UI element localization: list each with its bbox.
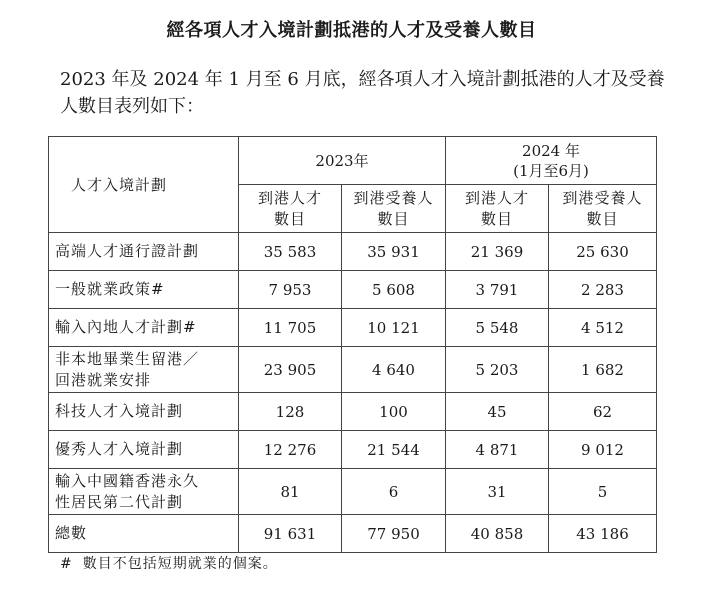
cell-2023-talent: 35 583: [239, 233, 342, 271]
header-plan-label: 人才入境計劃: [71, 176, 168, 194]
document-title: 經各項人才入境計劃抵港的人才及受養人數目: [166, 20, 537, 41]
table-row: [49, 233, 657, 271]
intro-paragraph: 2023 年及 2024 年 1 月至 6 月底，經各項人才入境計劃抵港的人才及受養人數目表列如下：: [60, 69, 665, 117]
cell-2024-dependant: 2 283: [549, 271, 657, 309]
header-2024-dependant-line2: 數目: [586, 209, 619, 228]
header-2024-talent-line2: 數目: [480, 209, 513, 228]
footnote-mark: #: [60, 556, 73, 572]
row-plan-name-line1: 一般就業政策#: [55, 280, 165, 298]
header-2023-dependant-line2: 數目: [377, 209, 410, 228]
cell-2023-talent: 128: [239, 393, 342, 431]
cell-2024-dependant: 25 630: [549, 233, 657, 271]
row-plan-name-line1: 輸入內地人才計劃#: [55, 318, 197, 336]
footnote-text: 數目不包括短期就業的個案。: [82, 556, 278, 572]
table-row: [49, 309, 657, 347]
cell-2024-dependant: 4 512: [549, 309, 657, 347]
cell-2024-talent: 3 791: [446, 271, 549, 309]
cell-2023-dependant: 10 121: [342, 309, 446, 347]
cell-2024-talent: 5 203: [446, 347, 549, 393]
cell-2023-talent: 81: [239, 469, 342, 515]
cell-2023-talent: 12 276: [239, 431, 342, 469]
header-2024-dependant-line1: 到港受養人: [562, 188, 643, 207]
cell-2023-talent: 91 631: [239, 515, 342, 553]
row-plan-name-line2: 回港就業安排: [55, 370, 152, 389]
cell-2023-talent: 7 953: [239, 271, 342, 309]
cell-2024-talent: 5 548: [446, 309, 549, 347]
header-2023-dependant: [342, 185, 446, 233]
row-plan-name: [49, 515, 239, 553]
header-2023-talent-line2: 數目: [273, 209, 306, 228]
header-year-2024-line2: (1月至6月): [513, 161, 589, 180]
table-row: [49, 431, 657, 469]
header-2023-talent: [239, 185, 342, 233]
cell-2024-talent: 21 369: [446, 233, 549, 271]
header-2024-talent: [446, 185, 549, 233]
cell-2024-dependant: 62: [549, 393, 657, 431]
row-plan-name-line1: 總數: [55, 524, 88, 542]
row-plan-name-line1: 科技人才入境計劃: [55, 402, 184, 420]
row-plan-name: [49, 431, 239, 469]
footnote: [60, 553, 278, 573]
table-row: [49, 393, 657, 431]
cell-2024-talent: 45: [446, 393, 549, 431]
header-2023-dependant-line1: 到港受養人: [353, 188, 434, 207]
row-plan-name: [49, 469, 239, 515]
row-plan-name: [49, 393, 239, 431]
row-plan-name: [49, 271, 239, 309]
cell-2023-dependant: 21 544: [342, 431, 446, 469]
cell-2024-talent: 40 858: [446, 515, 549, 553]
cell-2023-dependant: 100: [342, 393, 446, 431]
cell-2023-talent: 11 705: [239, 309, 342, 347]
table-row: [49, 469, 657, 515]
table-row: [49, 347, 657, 393]
header-2023-talent-line1: 到港人才: [257, 188, 322, 207]
row-plan-name-line1: 輸入中國籍香港永久: [55, 471, 200, 490]
header-year-2024: [446, 137, 657, 185]
cell-2023-talent: 23 905: [239, 347, 342, 393]
cell-2023-dependant: 35 931: [342, 233, 446, 271]
cell-2024-dependant: 43 186: [549, 515, 657, 553]
header-year-2023: [239, 137, 446, 185]
cell-2024-dependant: 1 682: [549, 347, 657, 393]
row-plan-name-line2: 性居民第二代計劃: [55, 492, 184, 511]
row-plan-name: [49, 309, 239, 347]
cell-2024-talent: 4 871: [446, 431, 549, 469]
table-row-total: [49, 515, 657, 553]
header-2024-dependant: [549, 185, 657, 233]
row-plan-name-line1: 高端人才通行證計劃: [55, 242, 200, 260]
row-plan-name: [49, 233, 239, 271]
row-plan-name: [49, 347, 239, 393]
cell-2023-dependant: 5 608: [342, 271, 446, 309]
talent-admission-table: [48, 136, 657, 553]
header-year-2023-label: 2023年: [315, 151, 369, 170]
header-year-2024-line1: 2024 年: [522, 141, 580, 160]
header-plan: [49, 137, 239, 233]
header-2024-talent-line1: 到港人才: [464, 188, 529, 207]
cell-2024-dependant: 5: [549, 469, 657, 515]
cell-2024-dependant: 9 012: [549, 431, 657, 469]
cell-2023-dependant: 4 640: [342, 347, 446, 393]
cell-2023-dependant: 77 950: [342, 515, 446, 553]
table-row: [49, 271, 657, 309]
cell-2024-talent: 31: [446, 469, 549, 515]
row-plan-name-line1: 優秀人才入境計劃: [55, 440, 184, 458]
row-plan-name-line1: 非本地畢業生留港／: [55, 349, 200, 368]
cell-2023-dependant: 6: [342, 469, 446, 515]
